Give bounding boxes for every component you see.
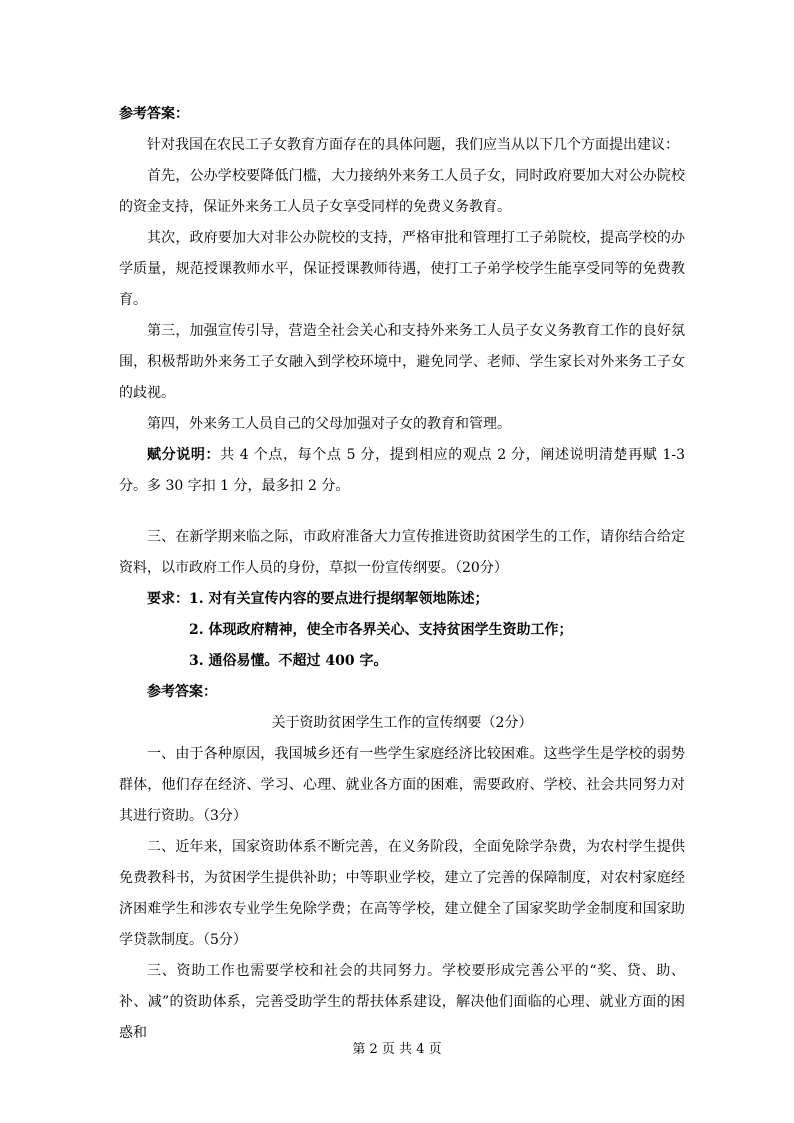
- page-footer: 第 2 页 共 4 页: [352, 1042, 442, 1057]
- outline-title: 关于资助贫困学生工作的宣传纲要（2分）: [271, 715, 533, 731]
- section-gap: [119, 502, 685, 522]
- scoring-text: 共 4 个点，每个点 5 分，提到相应的观点 2 分，阐述说明清楚再赋 1-3 分。多 30 字扣 1 分，最多扣 2 分。: [119, 447, 686, 494]
- requirement-1: 1. 对有关宣传内容的要点进行提纲挈领地陈述；: [189, 591, 489, 607]
- question-3: 三、在新学期来临之际，市政府准备大力宣传推进资助贫困学生的工作，请你结合给定资料，以市政府工作人员的身份，草拟一份宣传纲要。（20分）: [119, 529, 685, 576]
- scoring-note: [119, 440, 685, 502]
- page-content: [119, 99, 685, 1049]
- answer-heading-2: 参考答案：: [147, 684, 217, 700]
- answer-intro: 针对我国在农民工子女教育方面存在的具体问题，我们应当从以下几个方面提出建议：: [147, 137, 679, 153]
- outline-point-1: 一、由于各种原因，我国城乡还有一些学生家庭经济比较困难。这些学生是学校的弱势群体，他们存在经济、学习、心理、就业各方面的困难，需要政府、学校、社会共同努力对其进行资助。（3分）: [119, 746, 685, 824]
- answer-point-4: 第四，外来务工人员自己的父母加强对子女的教育和管理。: [147, 416, 511, 432]
- outline-point-2: 二、近年来，国家资助体系不断完善，在义务阶段，全面免除学杂费，为农村学生提供免费教科书，为贫困学生提供补助；中等职业学校，建立了完善的保障制度，对农村家庭经济困难学生和涉农专业学生免除学费；在高等学校，建立健全了国家奖助学金制度和国家助学贷款制度。（5分）: [119, 839, 685, 948]
- requirement-1-row: [119, 584, 685, 615]
- answer-heading: 参考答案：: [119, 106, 189, 122]
- answer-point-1: 首先，公办学校要降低门槛，大力接纳外来务工人员子女，同时政府要加大对公办院校的资金支持，保证外来务工人员子女享受同样的免费义务教育。: [119, 168, 685, 215]
- answer-point-2: 其次，政府要加大对非公办院校的支持，严格审批和管理打工子弟院校，提高学校的办学质量，规范授课教师水平，保证授课教师待遇，使打工子弟学校学生能享受同等的免费教育。: [119, 230, 685, 308]
- requirement-2: 2. 体现政府精神，使全市各界关心、支持贫困学生资助工作；: [189, 622, 573, 638]
- requirement-3: 3. 通俗易懂。不超过 400 字。: [189, 653, 388, 669]
- answer-point-3: 第三，加强宣传引导，营造全社会关心和支持外来务工人员子女义务教育工作的良好氛围，积极帮助外来务工子女融入到学校环境中，避免同学、老师、学生家长对外来务工子女的歧视。: [119, 323, 685, 401]
- outline-point-3: 三、资助工作也需要学校和社会的共同努力。学校要形成完善公平的“奖、贷、助、补、减”的资助体系，完善受助学生的帮扶体系建设，解决他们面临的心理、就业方面的困惑和: [119, 963, 685, 1041]
- requirements-label: 要求：: [147, 591, 189, 607]
- scoring-label: 赋分说明：: [147, 447, 221, 463]
